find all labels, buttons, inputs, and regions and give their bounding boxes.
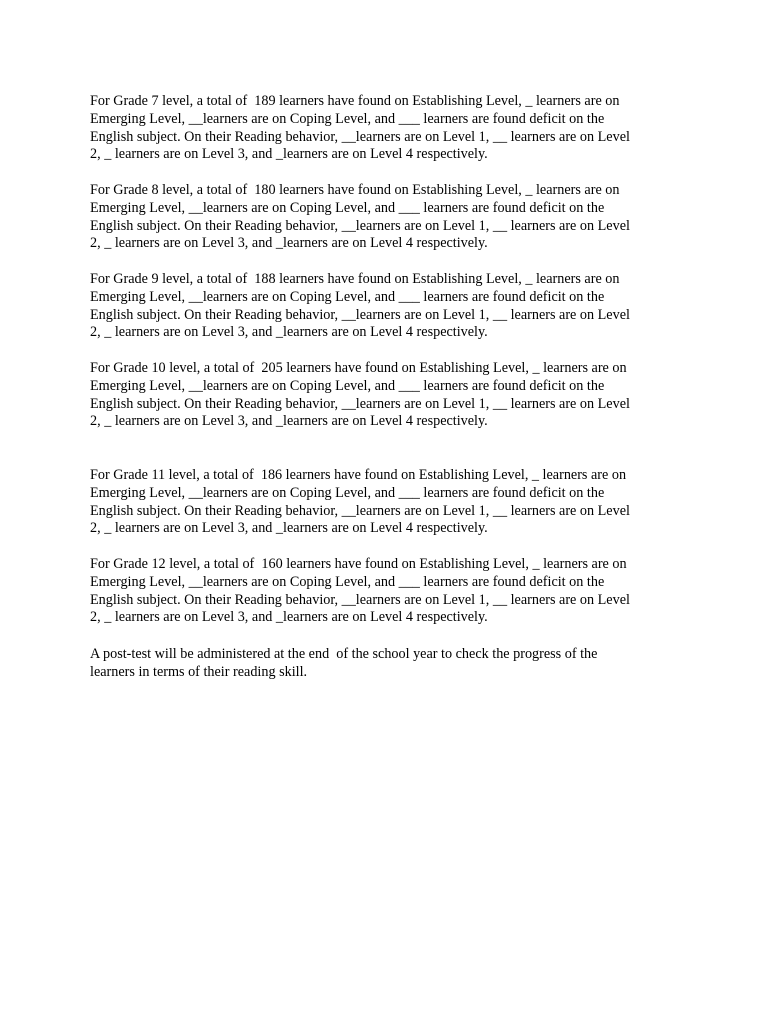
- paragraph-line: 2, _ learners are on Level 3, and _learners are on Level 4 respectively.: [90, 609, 488, 626]
- paragraph-grade-9: [90, 271, 680, 342]
- paragraph-grade-7: [90, 93, 680, 164]
- paragraph-line: learners in terms of their reading skill.: [90, 663, 308, 680]
- paragraph-line: Emerging Level, __learners are on Coping Level, and ___ learners are found deficit on the: [90, 110, 605, 127]
- paragraph-line: English subject. On their Reading behavior, __learners are on Level 1, __ learners are on Level: [90, 502, 630, 519]
- paragraph-line: English subject. On their Reading behavior, __learners are on Level 1, __ learners are on Level: [90, 217, 630, 234]
- paragraph-line: English subject. On their Reading behavior, __learners are on Level 1, __ learners are on Level: [90, 128, 630, 145]
- paragraph-line: 2, _ learners are on Level 3, and _learners are on Level 4 respectively.: [90, 520, 488, 537]
- paragraph-grade-8: [90, 182, 680, 253]
- paragraph-grade-10: [90, 360, 680, 431]
- paragraph-line: For Grade 9 level, a total of 188 learners have found on Establishing Level, _ learners are on: [90, 271, 620, 287]
- paragraph-line: Emerging Level, __learners are on Coping Level, and ___ learners are found deficit on the: [90, 288, 605, 305]
- paragraph-line: Emerging Level, __learners are on Coping Level, and ___ learners are found deficit on the: [90, 199, 605, 216]
- paragraph-line: English subject. On their Reading behavior, __learners are on Level 1, __ learners are on Level: [90, 306, 630, 323]
- paragraph-line: A post-test will be administered at the end of the school year to check the progress of the: [90, 646, 598, 662]
- paragraph-line: 2, _ learners are on Level 3, and _learners are on Level 4 respectively.: [90, 146, 488, 163]
- paragraph-grade-11: [90, 467, 680, 538]
- paragraph-grade-12: [90, 556, 680, 627]
- paragraph-line: 2, _ learners are on Level 3, and _learners are on Level 4 respectively.: [90, 324, 488, 341]
- paragraph-line: Emerging Level, __learners are on Coping Level, and ___ learners are found deficit on the: [90, 377, 605, 394]
- paragraph-line: For Grade 11 level, a total of 186 learners have found on Establishing Level, _ learners are on: [90, 467, 627, 483]
- paragraph-line: English subject. On their Reading behavior, __learners are on Level 1, __ learners are on Level: [90, 395, 630, 412]
- paragraph-line: 2, _ learners are on Level 3, and _learners are on Level 4 respectively.: [90, 413, 488, 430]
- paragraph-line: For Grade 10 level, a total of 205 learners have found on Establishing Level, _ learners are on: [90, 360, 627, 376]
- paragraph-line: For Grade 12 level, a total of 160 learners have found on Establishing Level, _ learners are on: [90, 556, 627, 572]
- paragraph-line: 2, _ learners are on Level 3, and _learners are on Level 4 respectively.: [90, 235, 488, 252]
- paragraph-line: Emerging Level, __learners are on Coping Level, and ___ learners are found deficit on the: [90, 573, 605, 590]
- paragraph-line: For Grade 8 level, a total of 180 learners have found on Establishing Level, _ learners are on: [90, 182, 620, 198]
- paragraph-line: Emerging Level, __learners are on Coping Level, and ___ learners are found deficit on the: [90, 484, 605, 501]
- paragraph-line: For Grade 7 level, a total of 189 learners have found on Establishing Level, _ learners are on: [90, 93, 620, 109]
- paragraph-post-test: [90, 646, 680, 682]
- paragraph-line: English subject. On their Reading behavior, __learners are on Level 1, __ learners are on Level: [90, 591, 630, 608]
